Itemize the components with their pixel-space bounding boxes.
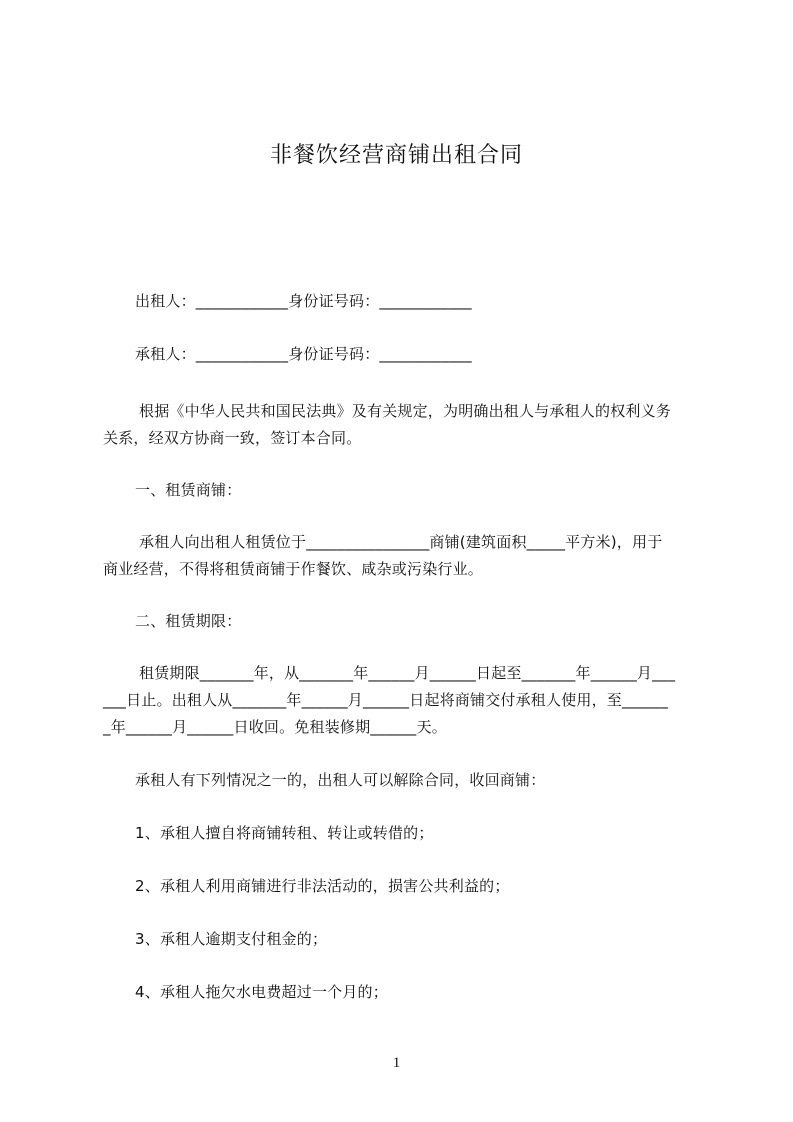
page-number: 1 <box>392 1055 401 1071</box>
lessor-line: 出租人：____________身份证号码：____________ <box>135 292 472 310</box>
section2-line-3: _年______月______日收回。免租装修期______天。 <box>103 718 447 736</box>
preamble-line-2: 关系，经双方协商一致，签订本合同。 <box>103 429 362 447</box>
section2-line-2: ___日止。出租人从_______年______月______日起将商铺交付承租人使用，至______ <box>103 691 669 709</box>
section1-heading: 一、租赁商铺： <box>135 481 242 499</box>
document-title: 非餐饮经营商铺出租合同 <box>269 143 523 168</box>
preamble-line-1: 根据《中华人民共和国民法典》及有关规定，为明确出租人与承租人的权利义务 <box>139 402 672 420</box>
termination-item: 4、承租人拖欠水电费超过一个月的； <box>135 983 388 1001</box>
section1-line-1: 承租人向出租人租赁位于________________商铺(建筑面积_____平方米)，用于 <box>139 533 663 551</box>
section2-line-1: 租赁期限_______年，从_______年______月______日起至_______年______月___ <box>139 664 676 682</box>
termination-item: 2、承租人利用商铺进行非法活动的，损害公共利益的； <box>135 877 510 895</box>
termination-intro: 承租人有下列情况之一的，出租人可以解除合同，收回商铺： <box>135 771 546 789</box>
section2-heading: 二、租赁期限： <box>135 612 242 630</box>
termination-item: 1、承租人擅自将商铺转租、转让或转借的； <box>135 824 434 842</box>
lessee-line: 承租人：____________身份证号码：____________ <box>135 345 472 363</box>
termination-item: 3、承租人逾期支付租金的； <box>135 930 328 948</box>
section1-line-2: 商业经营，不得将租赁商铺于作餐饮、咸杂或污染行业。 <box>103 560 484 578</box>
